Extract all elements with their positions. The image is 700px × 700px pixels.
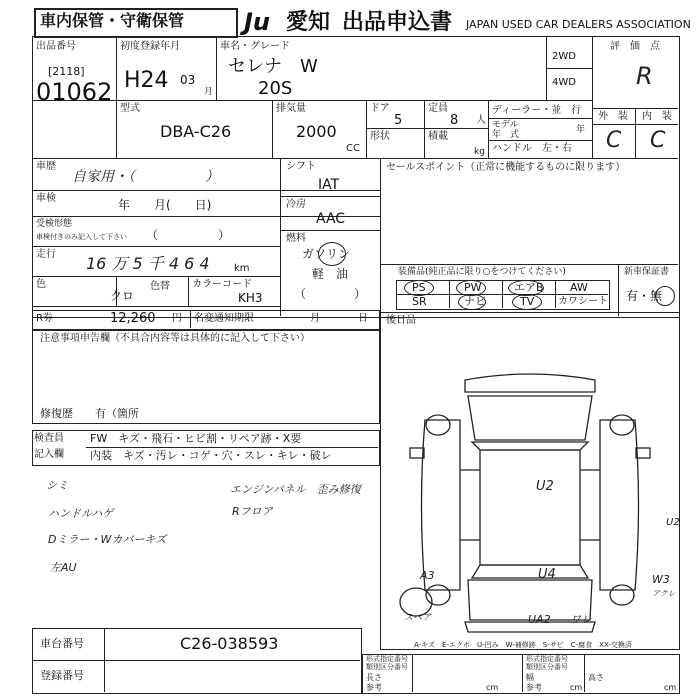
repair-history: 修復歴 有（箇所 — [40, 407, 139, 420]
warranty-value: 有・無 — [626, 289, 663, 303]
lot-label: 出品番号 — [36, 41, 76, 52]
equip-sr: SR — [412, 295, 427, 308]
plate-label: 登録番号 — [40, 669, 84, 682]
inspector-interior: 内装 キズ・汚レ・コゲ・穴・スレ・キレ・破レ — [90, 449, 332, 462]
equip-airbag: エアB — [514, 281, 544, 294]
car-damage-diagram — [380, 330, 678, 640]
model-year-label: モデル 年 式 — [492, 120, 520, 140]
diagram-windshield — [472, 442, 588, 450]
model-label: 型式 — [120, 103, 140, 114]
diagram-mark-right-u2: U2 — [666, 517, 680, 528]
height-label: 高さ — [588, 673, 604, 682]
capacity-value: 8 — [450, 113, 459, 128]
capacity-unit: 人 — [476, 115, 486, 126]
diagram-front-bumper — [465, 374, 595, 392]
displacement-unit: CC — [346, 143, 360, 154]
model-year-unit: 年 — [576, 125, 586, 135]
ref-label-1: 参考 — [366, 683, 382, 692]
color-label: 色 — [36, 279, 46, 290]
note-left-au: 左AU — [50, 561, 77, 574]
diagram-mark-u4: U4 — [538, 567, 556, 582]
note-stain: シミ — [46, 479, 68, 492]
ref-label-2: 参考 — [526, 683, 542, 692]
registration-year: H24 — [124, 68, 169, 93]
car-grade: 20S — [258, 78, 293, 99]
equip-pw: PW — [464, 281, 482, 294]
interior-label: 内 装 — [642, 111, 672, 122]
registration-month-unit: 月 — [204, 87, 214, 97]
sales-point-label: セールスポイント（正常に機能するものに限ります） — [386, 162, 626, 173]
length-unit: cm — [486, 683, 499, 692]
class-number-label: 形式指定番号 類別区分番号 — [526, 655, 568, 671]
fuel-gas: ガソリン — [302, 247, 351, 261]
color-value: クロ — [110, 289, 135, 303]
diagram-spare-wheel — [400, 588, 432, 616]
note-rear-floor: Rフロア — [232, 505, 273, 518]
drive-4wd: 4WD — [552, 77, 576, 88]
equip-ps-circle — [404, 280, 434, 296]
diagram-mark-arm: アクレ — [652, 589, 676, 598]
mileage-label: 走行 — [36, 249, 56, 260]
notice-day: 日 — [358, 313, 368, 324]
diagram-roof — [480, 450, 580, 565]
received-label: 受検形態 — [36, 219, 73, 229]
lot-number: 01062 — [36, 78, 113, 106]
aircon-value: AAC — [316, 211, 346, 227]
car-name-label: 車名・グレード — [220, 41, 290, 52]
chassis-number: C26-038593 — [180, 634, 279, 653]
name-change-notice: 名変通知期限 — [194, 313, 254, 324]
diagram-mirror-left — [410, 448, 424, 458]
diagram-left-side — [422, 420, 461, 590]
recycle-value: 12,260 — [110, 311, 156, 326]
equipment-label: 装備品(純正品に限り○をつけてください) — [398, 267, 566, 277]
equip-tv: TV — [520, 295, 535, 308]
car-name: セレナ W — [228, 56, 318, 77]
lot-sub: [2118] — [48, 65, 85, 78]
inspector-label-2: 記入欄 — [34, 449, 64, 460]
shift-value: IAT — [318, 177, 340, 193]
rating-score: R — [636, 62, 653, 90]
type-number-label: 形式指定番号 類別区分番号 — [366, 655, 408, 671]
recycle-unit: 円 — [172, 313, 182, 324]
displacement-value: 2000 — [296, 122, 337, 141]
width-unit: cm — [570, 683, 583, 692]
diagram-mark-crack: ワレ — [570, 613, 592, 626]
drive-2wd: 2WD — [552, 51, 576, 62]
equip-aw: AW — [570, 281, 588, 294]
notice-month: 月 — [310, 313, 320, 324]
dealer-label: ディーラー・並 行 — [492, 105, 582, 116]
form-title: 出品申込書 — [342, 10, 453, 35]
history-label: 車歴 — [36, 161, 56, 172]
exterior-label: 外 装 — [598, 111, 628, 122]
length-label: 長さ — [366, 673, 382, 682]
chassis-label: 車台番号 — [40, 637, 84, 650]
repaint-label: 色替 — [150, 281, 170, 292]
color-code-label: カラーコード — [192, 279, 252, 290]
warranty-circle — [655, 286, 675, 306]
fuel-gas-circle — [318, 242, 346, 266]
diagram-mark-u2: U2 — [536, 479, 554, 494]
diagram-wheel-fr — [610, 415, 634, 435]
note-handle: ハンドルハゲ — [48, 507, 114, 520]
shift-label: シフト — [286, 161, 316, 172]
displacement-label: 排気量 — [276, 103, 306, 114]
diagram-mark-w3: W3 — [652, 573, 670, 586]
width-label: 幅 — [526, 673, 534, 682]
history-value: 自家用・（ ） — [72, 169, 219, 185]
fuel-diesel: 軽 油 — [312, 267, 349, 281]
dimensions-box — [362, 654, 680, 694]
recycle-label: R券 — [36, 313, 53, 324]
aircon-label: 冷房 — [286, 199, 306, 210]
inspection-value: 年 月( 日) — [118, 198, 212, 212]
diagram-mark-spare: スペア — [404, 613, 432, 623]
warranty-label: 新車保証書 — [624, 267, 670, 277]
registration-month: 03 — [180, 73, 196, 87]
diagram-wheel-rr — [610, 585, 634, 605]
equip-navi-circle — [458, 294, 486, 310]
note-engine-panel: エンジンパネル 歪み修復 — [230, 483, 361, 496]
fuel-label: 燃料 — [286, 233, 306, 244]
load-unit: kg — [474, 147, 485, 157]
notes-label: 注意事項申告欄（不具合内容等は具体的に記入して下さい） — [40, 333, 310, 344]
region-name: 愛知 — [286, 10, 331, 35]
doors-value: 5 — [394, 113, 403, 128]
note-mirror: Dミラー・Wカバーキズ — [48, 533, 167, 546]
diagram-right-side — [600, 420, 639, 590]
interior-score: C — [650, 128, 666, 153]
color-code: KH3 — [238, 291, 263, 305]
diagram-front-roof — [468, 396, 592, 440]
model-value: DBA-C26 — [160, 122, 232, 141]
storage-label: 車内保管・守衛保管 — [40, 11, 185, 30]
inspection-label: 車検 — [36, 193, 56, 204]
exterior-score: C — [606, 128, 622, 153]
shape-label: 形状 — [370, 131, 390, 142]
received-sub: 車検付きのみ記入して下さい — [36, 233, 127, 241]
ju-logo: Ju — [244, 8, 271, 36]
diagram-mirror-right — [636, 448, 650, 458]
equip-leather: カワシート — [558, 296, 608, 307]
fuel-other: （ ） — [294, 287, 367, 301]
diagram-mark-ua2: UA2 — [528, 613, 551, 626]
inspector-label-1: 検査員 — [34, 433, 64, 444]
height-unit: cm — [664, 683, 677, 692]
rear-item-label: 後日品 — [386, 315, 416, 326]
load-label: 積載 — [428, 131, 448, 142]
doors-label: ドア — [370, 103, 390, 114]
received-value: （ ） — [146, 228, 231, 242]
equip-ps: PS — [412, 281, 426, 294]
rating-label: 評 価 点 — [610, 41, 660, 52]
registration-label: 初度登録年月 — [120, 41, 180, 52]
inspector-fw: FW キズ・飛石・ヒビ割・リペア跡・X要 — [90, 432, 302, 445]
diagram-mark-a3: A3 — [420, 569, 435, 582]
diagram-wheel-fl — [426, 415, 450, 435]
equip-tv-circle — [512, 294, 542, 310]
damage-legend: A-キズ E-エクボ U-凹み W-補修跡 S-サビ C-腐食 XX-交換済 — [414, 641, 632, 649]
capacity-label: 定員 — [428, 103, 448, 114]
handle-label: ハンドル 左・右 — [492, 143, 572, 154]
diagram-rear-window — [472, 565, 588, 578]
mileage-value: 16 万 5 千 4 6 4 — [86, 254, 210, 273]
mileage-unit: km — [234, 263, 250, 274]
association-name: JAPAN USED CAR DEALERS ASSOCIATION — [466, 18, 691, 31]
equip-navi: ナビ — [464, 295, 486, 308]
